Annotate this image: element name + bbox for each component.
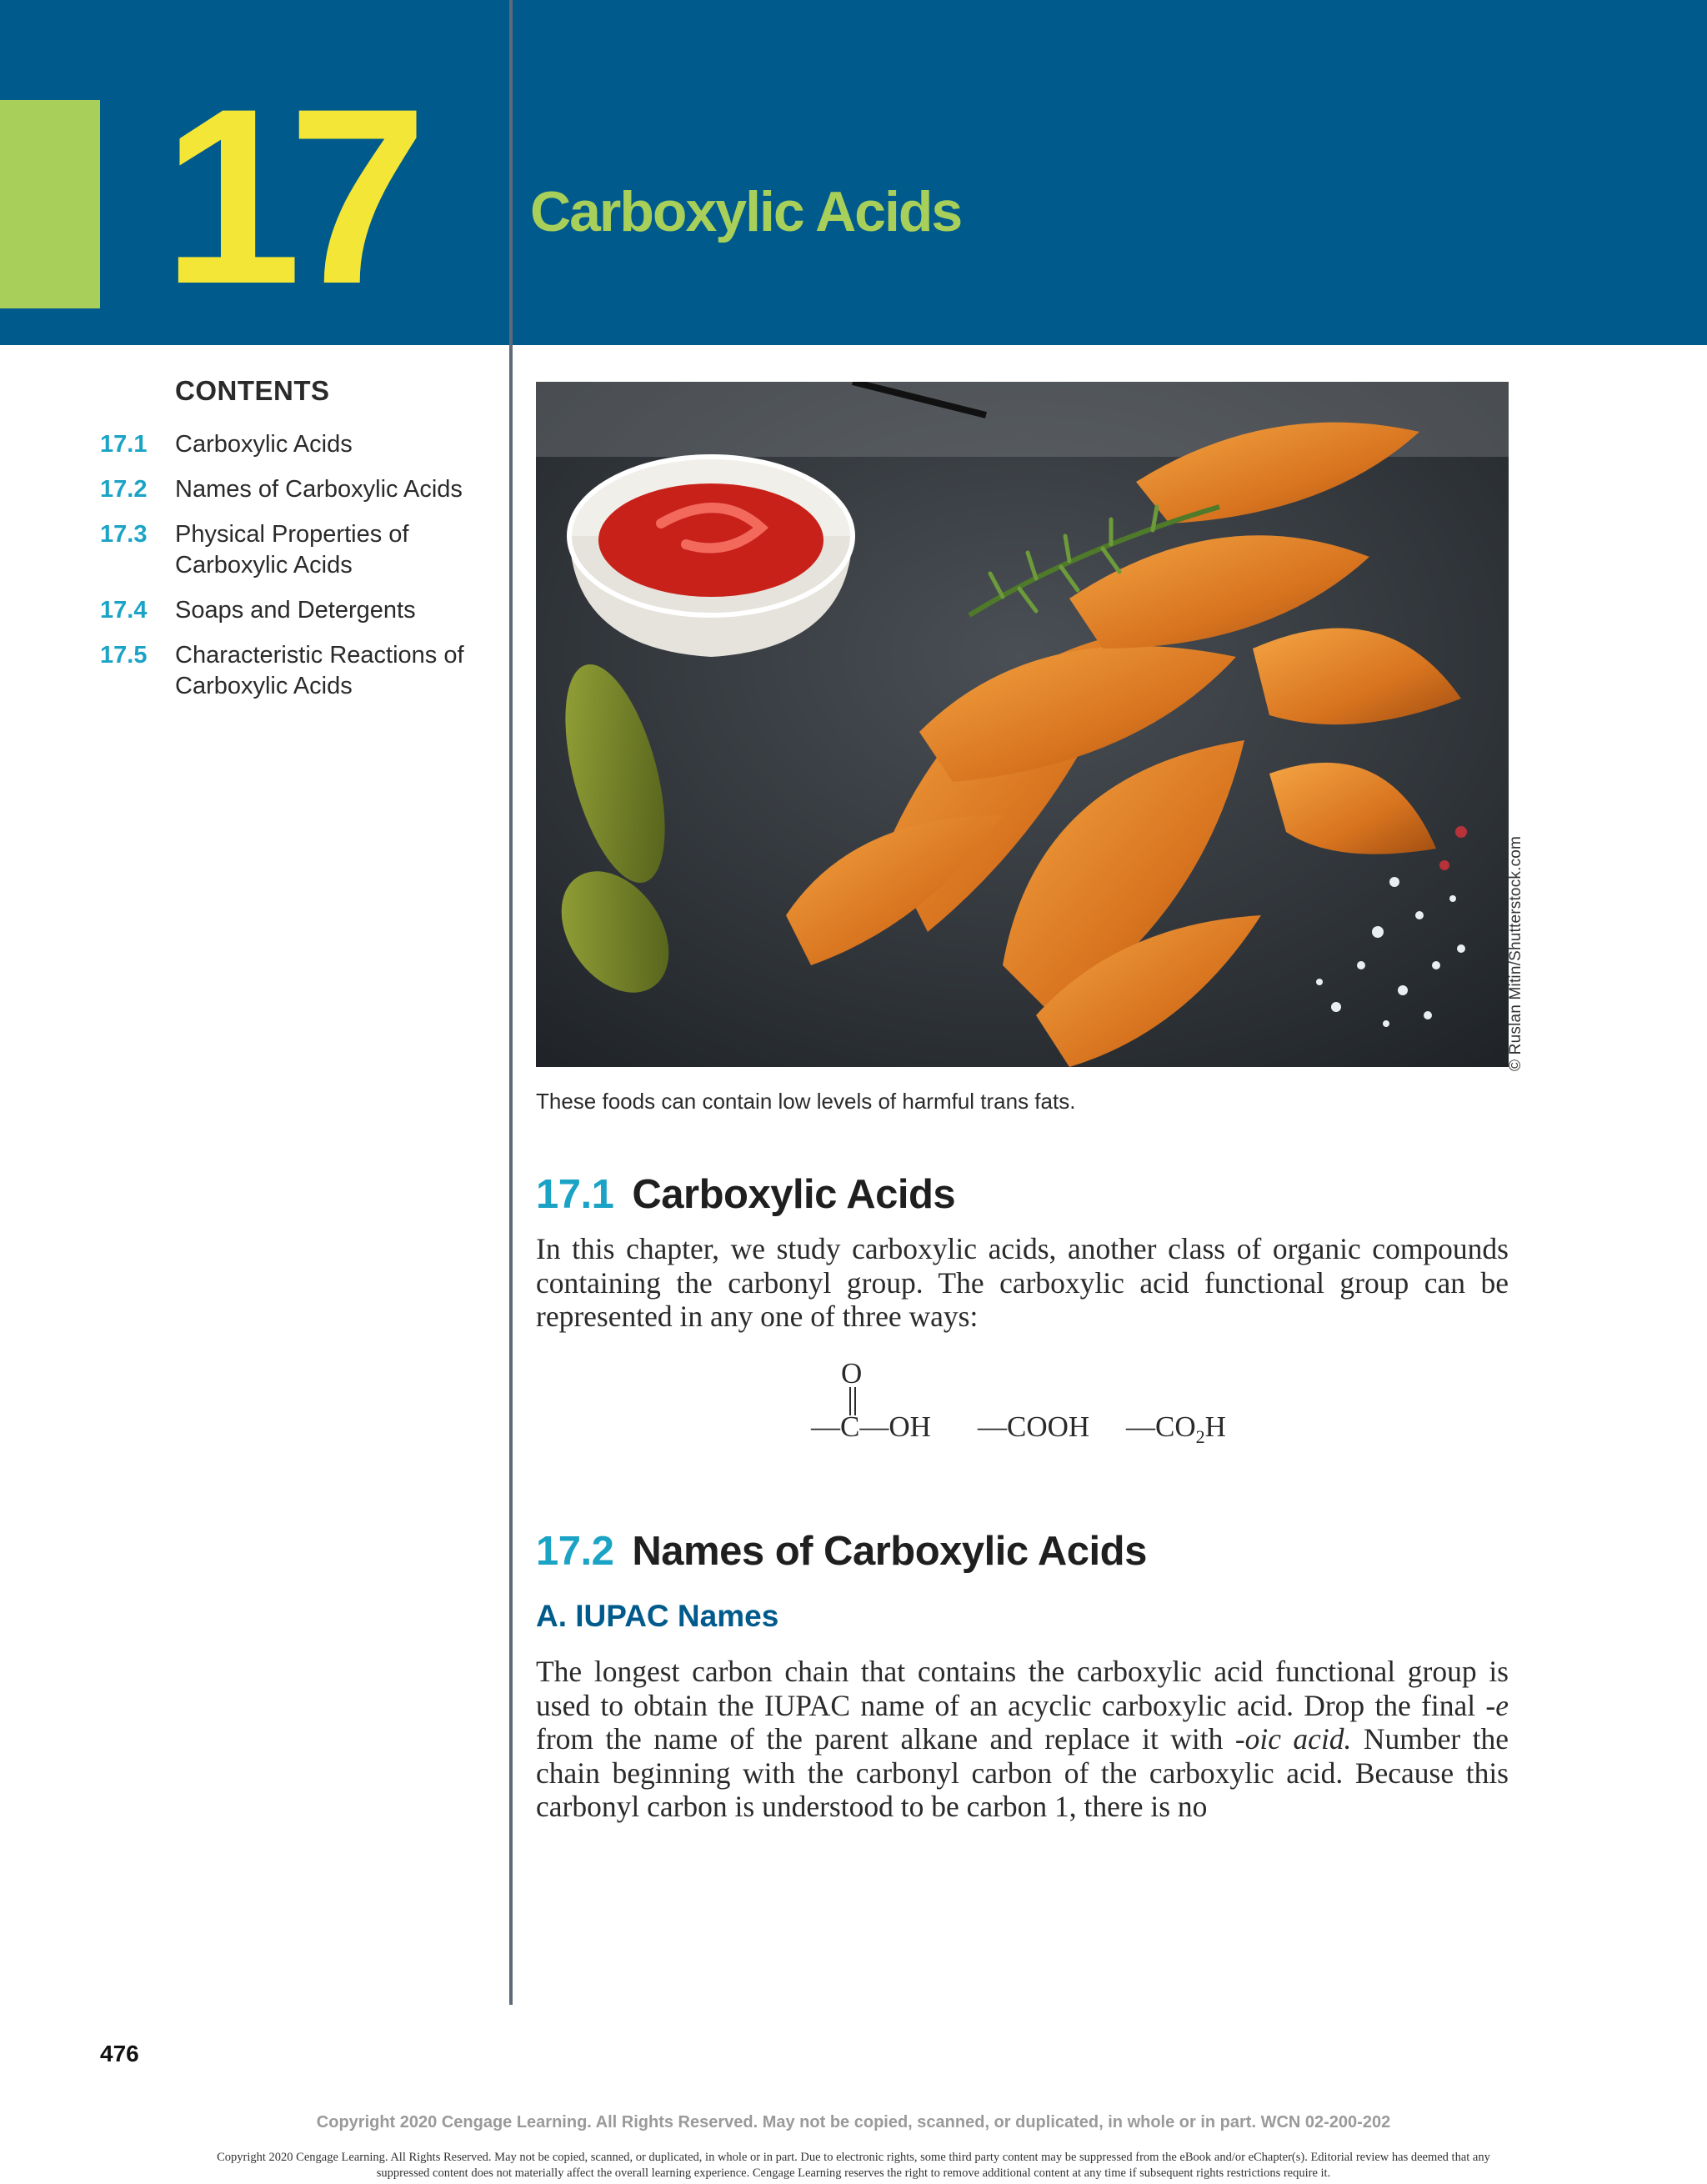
section-heading-17-2 — [536, 1528, 1147, 1575]
toc-item-label: Soaps and Detergents — [175, 597, 416, 624]
section-17-1-paragraph: In this chapter, we study carboxylic acids, another class of organic compounds containing the carbonyl group. The carboxylic acid functional group can be represented in any one of three ways: — [536, 1232, 1509, 1333]
toc-item-label: Physical Properties of Carboxylic Acids — [175, 521, 409, 579]
formula-structural: —C—OH — [811, 1410, 931, 1443]
section-number: 17.2 — [536, 1529, 614, 1574]
carbonyl-oxygen: O — [841, 1357, 863, 1390]
chapter-opener-photo — [536, 382, 1509, 1067]
formula-abbreviated: $—CO_2H$ — [1126, 1410, 1226, 1447]
section-title: Names of Carboxylic Acids — [632, 1529, 1147, 1574]
toc-item-label: Names of Carboxylic Acids — [175, 476, 463, 503]
section-title: Carboxylic Acids — [632, 1172, 956, 1217]
copyright-notice: Copyright 2020 Cengage Learning. All Rights Reserved. May not be copied, scanned, or duplicated, in whole or in part. WCN 02-200-202 — [316, 2113, 1391, 2131]
page-number: 476 — [100, 2041, 139, 2066]
subsection-heading: A. IUPAC Names — [536, 1599, 779, 1633]
toc-item-number: 17.5 — [100, 642, 148, 669]
toc-item[interactable] — [100, 474, 492, 505]
toc-item[interactable] — [100, 429, 492, 460]
copyright-fine-print: Copyright 2020 Cengage Learning. All Rights Reserved. May not be copied, scanned, or duplicated, in whole or in part. Due to electronic rights, some third party content may be suppressed from the eBook and/or eChapter(s). Editorial review has deemed that any suppressed content does not materially affect the overall learning experience. Cengage Learning reserves the right to remove additional content at any time if subsequent rights restrictions require it. — [217, 2151, 1490, 2180]
column-divider — [509, 0, 513, 2005]
toc-item[interactable] — [100, 640, 492, 702]
food-photo-illustration — [536, 382, 1509, 1067]
toc-item[interactable] — [100, 519, 492, 581]
formula-condensed: —COOH — [978, 1410, 1090, 1443]
toc-item-number: 17.4 — [100, 597, 148, 624]
toc-item-number: 17.3 — [100, 521, 148, 548]
chapter-title: Carboxylic Acids — [530, 180, 962, 243]
photo-caption: These foods can contain low levels of harmful trans fats. — [536, 1089, 1076, 1114]
toc-item-label: Characteristic Reactions of Carboxylic Acids — [175, 642, 464, 699]
section-17-2-paragraph: The longest carbon chain that contains the carboxylic acid functional group is used to obtain the IUPAC name of an acyclic carboxylic acid. Drop the final -e from the name of the parent alkane and replace it with -oic acid. Number the chain beginning with the carbonyl carbon of the carboxylic acid. Because this carbonyl carbon is understood to be carbon 1, there is no — [536, 1655, 1509, 1823]
toc-item[interactable] — [100, 595, 492, 626]
toc-item-number: 17.1 — [100, 431, 148, 458]
carboxyl-formulas — [811, 1357, 1278, 1449]
photo-credit: © Ruslan Mitin/Shutterstock.com — [1507, 835, 1524, 1071]
toc-item-label: Carboxylic Acids — [175, 431, 353, 458]
toc-item-number: 17.2 — [100, 476, 148, 503]
section-heading-17-1 — [536, 1171, 955, 1218]
chapter-number: 17 — [163, 56, 414, 336]
chapter-accent-tab — [0, 100, 100, 308]
section-number: 17.1 — [536, 1172, 614, 1217]
table-of-contents — [100, 429, 492, 716]
contents-heading: CONTENTS — [175, 375, 330, 406]
